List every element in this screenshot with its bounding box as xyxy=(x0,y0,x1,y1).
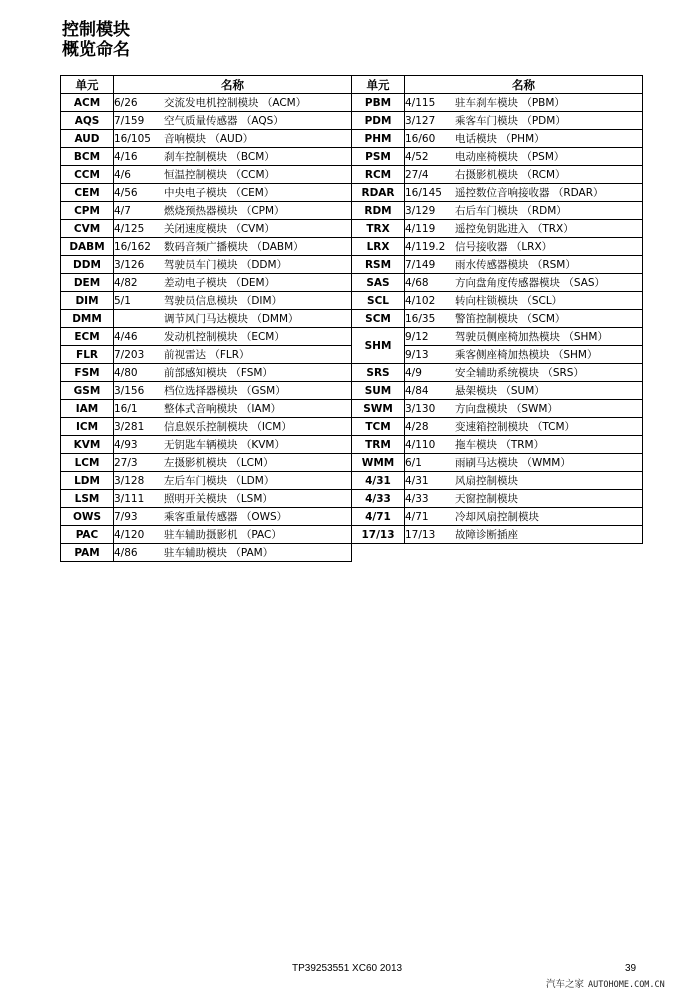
module-name xyxy=(405,130,643,148)
module-label: 发动机控制模块 （ECM） xyxy=(164,330,285,343)
module-name xyxy=(114,184,352,202)
module-label: 悬架模块 （SUM） xyxy=(455,384,545,397)
module-unit: ACM xyxy=(61,94,114,112)
table-header-row xyxy=(61,76,643,94)
table-row xyxy=(61,274,643,292)
module-name xyxy=(114,256,352,274)
table-row xyxy=(61,256,643,274)
module-unit: CCM xyxy=(61,166,114,184)
module-ref: 4/82 xyxy=(114,276,138,289)
table-row xyxy=(61,526,643,544)
module-unit: 4/71 xyxy=(352,508,405,526)
module-label: 冷却风扇控制模块 xyxy=(455,510,539,523)
module-ref: 4/80 xyxy=(114,366,138,379)
table-row xyxy=(61,400,643,418)
module-label: 天窗控制模块 xyxy=(455,492,518,505)
module-ref: 7/93 xyxy=(114,510,138,523)
module-ref: 4/119 xyxy=(405,222,436,235)
module-unit: LDM xyxy=(61,472,114,490)
module-unit: IAM xyxy=(61,400,114,418)
module-unit: TRX xyxy=(352,220,405,238)
module-name xyxy=(405,220,643,238)
module-name xyxy=(114,400,352,418)
module-ref: 4/86 xyxy=(114,546,138,559)
module-label: 方向盘角度传感器模块 （SAS） xyxy=(455,276,606,289)
module-unit: RSM xyxy=(352,256,405,274)
module-label: 无钥匙车辆模块 （KVM） xyxy=(164,438,285,451)
module-unit: DEM xyxy=(61,274,114,292)
module-label: 信号接收器 （LRX） xyxy=(455,240,553,253)
page-number: 39 xyxy=(625,963,637,974)
module-label: 变速箱控制模块 （TCM） xyxy=(455,420,576,433)
module-name xyxy=(405,184,643,202)
footer-document-id: TP39253551 XC60 2013 xyxy=(292,963,403,974)
module-ref: 16/60 xyxy=(405,132,436,145)
module-name xyxy=(405,112,643,130)
module-label: 差动电子模块 （DEM） xyxy=(164,276,276,289)
module-ref: 4/46 xyxy=(114,330,138,343)
module-ref: 4/6 xyxy=(114,168,131,181)
table-row xyxy=(61,112,643,130)
module-unit: RDM xyxy=(352,202,405,220)
page-subtitle: 概览命名 xyxy=(62,40,130,60)
table-row xyxy=(61,292,643,310)
module-label: 乘客重量传感器 （OWS） xyxy=(164,510,288,523)
module-name xyxy=(405,472,643,490)
table-row xyxy=(61,94,643,112)
module-name xyxy=(114,418,352,436)
module-unit: SRS xyxy=(352,364,405,382)
table-row xyxy=(61,436,643,454)
module-label: 右后车门模块 （RDM） xyxy=(455,204,567,217)
module-name xyxy=(405,256,643,274)
module-label: 左摄影机模块 （LCM） xyxy=(164,456,274,469)
table-row xyxy=(61,310,643,328)
watermark-cn: 汽车之家 xyxy=(546,979,585,990)
table-row xyxy=(61,328,643,346)
module-unit: PAC xyxy=(61,526,114,544)
module-label: 信息娱乐控制模块 （ICM） xyxy=(164,420,292,433)
module-unit: SAS xyxy=(352,274,405,292)
module-ref: 4/71 xyxy=(405,510,429,523)
module-name xyxy=(114,94,352,112)
module-label: 交流发电机控制模块 （ACM） xyxy=(164,96,307,109)
module-name xyxy=(114,364,352,382)
module-label: 电动座椅模块 （PSM） xyxy=(455,150,565,163)
module-name xyxy=(114,292,352,310)
module-unit: SUM xyxy=(352,382,405,400)
module-label: 驾驶员车门模块 （DDM） xyxy=(164,258,288,271)
module-name xyxy=(114,436,352,454)
module-ref: 3/130 xyxy=(405,402,436,415)
module-unit: 17/13 xyxy=(352,526,405,544)
module-label: 关闭速度模块 （CVM） xyxy=(164,222,275,235)
table-row xyxy=(61,508,643,526)
module-unit: FSM xyxy=(61,364,114,382)
header-unit-right: 单元 xyxy=(352,76,405,94)
page-title: 控制模块 xyxy=(62,20,130,40)
module-label: 驾驶员信息模块 （DIM） xyxy=(164,294,283,307)
module-ref: 4/7 xyxy=(114,204,131,217)
table-row xyxy=(61,472,643,490)
module-unit: ICM xyxy=(61,418,114,436)
table-row xyxy=(61,490,643,508)
module-name xyxy=(405,400,643,418)
module-unit: KVM xyxy=(61,436,114,454)
module-unit: DDM xyxy=(61,256,114,274)
module-ref: 4/120 xyxy=(114,528,145,541)
watermark xyxy=(546,976,665,990)
module-name xyxy=(405,508,643,526)
module-label: 电话模块 （PHM） xyxy=(455,132,545,145)
watermark-en: AUTOHOME.COM.CN xyxy=(588,980,665,990)
header-name-right: 名称 xyxy=(405,76,643,94)
table-row xyxy=(61,220,643,238)
module-unit: 4/31 xyxy=(352,472,405,490)
module-name xyxy=(114,382,352,400)
module-ref: 9/12 xyxy=(405,330,429,343)
module-name xyxy=(405,166,643,184)
module-unit: SCL xyxy=(352,292,405,310)
module-name xyxy=(114,544,352,562)
module-unit: RDAR xyxy=(352,184,405,202)
module-unit: RCM xyxy=(352,166,405,184)
module-unit: SCM xyxy=(352,310,405,328)
module-name xyxy=(405,148,643,166)
module-ref: 4/52 xyxy=(405,150,429,163)
module-name xyxy=(114,238,352,256)
module-ref: 3/156 xyxy=(114,384,145,397)
table-row xyxy=(61,382,643,400)
module-name xyxy=(405,454,643,472)
module-name xyxy=(114,166,352,184)
module-unit: TRM xyxy=(352,436,405,454)
module-label: 恒温控制模块 （CCM） xyxy=(164,168,276,181)
module-label: 驻车刹车模块 （PBM） xyxy=(455,96,565,109)
module-unit: DIM xyxy=(61,292,114,310)
module-label: 刹车控制模块 （BCM） xyxy=(164,150,275,163)
module-table xyxy=(60,75,643,562)
table-row xyxy=(61,238,643,256)
module-name xyxy=(405,94,643,112)
module-ref: 6/26 xyxy=(114,96,138,109)
module-label: 雨水传感器模块 （RSM） xyxy=(455,258,576,271)
module-unit: CVM xyxy=(61,220,114,238)
module-name xyxy=(405,526,643,544)
module-unit: WMM xyxy=(352,454,405,472)
header-name-left: 名称 xyxy=(114,76,352,94)
module-name xyxy=(405,292,643,310)
module-ref: 16/1 xyxy=(114,402,138,415)
module-name xyxy=(114,202,352,220)
module-label: 安全辅助系统模块 （SRS） xyxy=(455,366,584,379)
module-label: 调节风门马达模块 （DMM） xyxy=(164,312,299,325)
module-ref: 4/16 xyxy=(114,150,138,163)
module-name xyxy=(114,454,352,472)
module-name xyxy=(114,328,352,346)
table-row xyxy=(61,364,643,382)
module-ref: 4/93 xyxy=(114,438,138,451)
module-ref: 4/84 xyxy=(405,384,429,397)
module-ref: 3/128 xyxy=(114,474,145,487)
module-unit: PSM xyxy=(352,148,405,166)
module-name xyxy=(114,310,352,328)
module-label: 风扇控制模块 xyxy=(455,474,518,487)
empty-cell xyxy=(352,544,643,562)
module-label: 空气质量传感器 （AQS） xyxy=(164,114,284,127)
module-name xyxy=(405,490,643,508)
module-label: 驻车辅助模块 （PAM） xyxy=(164,546,274,559)
module-ref: 4/110 xyxy=(405,438,436,451)
module-ref: 5/1 xyxy=(114,294,131,307)
module-unit: DMM xyxy=(61,310,114,328)
module-ref: 7/149 xyxy=(405,258,436,271)
module-name xyxy=(405,436,643,454)
module-label: 整体式音响模块 （IAM） xyxy=(164,402,282,415)
module-label: 档位选择器模块 （GSM） xyxy=(164,384,286,397)
module-name xyxy=(114,526,352,544)
module-unit: AUD xyxy=(61,130,114,148)
module-ref: 4/119.2 xyxy=(405,240,446,253)
module-label: 拖车模块 （TRM） xyxy=(455,438,545,451)
module-unit: BCM xyxy=(61,148,114,166)
table-row xyxy=(61,166,643,184)
module-label: 前部感知模块 （FSM） xyxy=(164,366,273,379)
module-name xyxy=(405,328,643,346)
module-ref: 16/35 xyxy=(405,312,436,325)
table-row xyxy=(61,544,643,562)
module-name xyxy=(114,112,352,130)
table-row xyxy=(61,454,643,472)
module-ref: 9/13 xyxy=(405,348,429,361)
table-row xyxy=(61,418,643,436)
module-name xyxy=(405,382,643,400)
module-name xyxy=(405,310,643,328)
module-ref: 27/4 xyxy=(405,168,429,181)
module-label: 照明开关模块 （LSM） xyxy=(164,492,273,505)
module-label: 遥控数位音响接收器 （RDAR） xyxy=(455,186,604,199)
module-name xyxy=(114,130,352,148)
module-ref: 4/9 xyxy=(405,366,422,379)
module-name xyxy=(405,202,643,220)
module-ref: 4/68 xyxy=(405,276,429,289)
table-row xyxy=(61,130,643,148)
module-ref: 3/129 xyxy=(405,204,436,217)
module-ref: 3/127 xyxy=(405,114,436,127)
module-label: 驾驶员侧座椅加热模块 （SHM） xyxy=(455,330,608,343)
module-unit: TCM xyxy=(352,418,405,436)
module-label: 方向盘模块 （SWM） xyxy=(455,402,558,415)
module-ref: 16/145 xyxy=(405,186,442,199)
module-label: 雨刷马达模块 （WMM） xyxy=(455,456,571,469)
module-label: 燃烧预热器模块 （CPM） xyxy=(164,204,285,217)
module-name xyxy=(114,220,352,238)
module-ref: 3/281 xyxy=(114,420,145,433)
table-row xyxy=(61,148,643,166)
module-unit: GSM xyxy=(61,382,114,400)
module-label: 前视雷达 （FLR） xyxy=(164,348,250,361)
module-ref: 16/105 xyxy=(114,132,151,145)
module-label: 乘客侧座椅加热模块 （SHM） xyxy=(455,348,598,361)
module-name xyxy=(114,508,352,526)
module-ref: 27/3 xyxy=(114,456,138,469)
module-name xyxy=(405,418,643,436)
module-name xyxy=(405,238,643,256)
module-name xyxy=(114,472,352,490)
module-unit: PBM xyxy=(352,94,405,112)
module-unit: SHM xyxy=(352,328,405,364)
module-ref: 7/159 xyxy=(114,114,145,127)
module-label: 警笛控制模块 （SCM） xyxy=(455,312,566,325)
module-name xyxy=(405,274,643,292)
module-unit: SWM xyxy=(352,400,405,418)
module-name xyxy=(114,274,352,292)
module-unit: DABM xyxy=(61,238,114,256)
header-unit-left: 单元 xyxy=(61,76,114,94)
module-label: 左后车门模块 （LDM） xyxy=(164,474,275,487)
module-ref: 4/102 xyxy=(405,294,436,307)
module-label: 遥控免钥匙进入 （TRX） xyxy=(455,222,574,235)
module-label: 数码音频广播模块 （DABM） xyxy=(164,240,304,253)
module-label: 音响模块 （AUD） xyxy=(164,132,254,145)
module-ref: 4/28 xyxy=(405,420,429,433)
module-unit: CEM xyxy=(61,184,114,202)
module-unit: PAM xyxy=(61,544,114,562)
module-label: 右摄影机模块 （RCM） xyxy=(455,168,566,181)
module-name xyxy=(405,346,643,364)
module-unit: ECM xyxy=(61,328,114,346)
module-unit: LRX xyxy=(352,238,405,256)
module-ref: 4/125 xyxy=(114,222,145,235)
module-name xyxy=(114,346,352,364)
module-ref: 17/13 xyxy=(405,528,436,541)
module-name xyxy=(114,490,352,508)
module-unit: LSM xyxy=(61,490,114,508)
module-ref: 4/115 xyxy=(405,96,436,109)
module-ref: 3/111 xyxy=(114,492,145,505)
module-ref: 4/56 xyxy=(114,186,138,199)
module-label: 驻车辅助摄影机 （PAC） xyxy=(164,528,282,541)
module-ref: 16/162 xyxy=(114,240,151,253)
module-label: 故障诊断插座 xyxy=(455,528,518,541)
module-label: 乘客车门模块 （PDM） xyxy=(455,114,566,127)
module-label: 转向柱锁模块 （SCL） xyxy=(455,294,563,307)
module-unit: FLR xyxy=(61,346,114,364)
module-unit: 4/33 xyxy=(352,490,405,508)
module-name xyxy=(405,364,643,382)
module-label: 中央电子模块 （CEM） xyxy=(164,186,275,199)
module-name xyxy=(114,148,352,166)
module-ref: 4/33 xyxy=(405,492,429,505)
table-row xyxy=(61,202,643,220)
table-row xyxy=(61,184,643,202)
module-unit: OWS xyxy=(61,508,114,526)
module-ref: 4/31 xyxy=(405,474,429,487)
module-unit: CPM xyxy=(61,202,114,220)
module-ref: 3/126 xyxy=(114,258,145,271)
module-unit: LCM xyxy=(61,454,114,472)
module-unit: PHM xyxy=(352,130,405,148)
module-unit: AQS xyxy=(61,112,114,130)
module-unit: PDM xyxy=(352,112,405,130)
module-ref: 7/203 xyxy=(114,348,145,361)
module-ref: 6/1 xyxy=(405,456,422,469)
